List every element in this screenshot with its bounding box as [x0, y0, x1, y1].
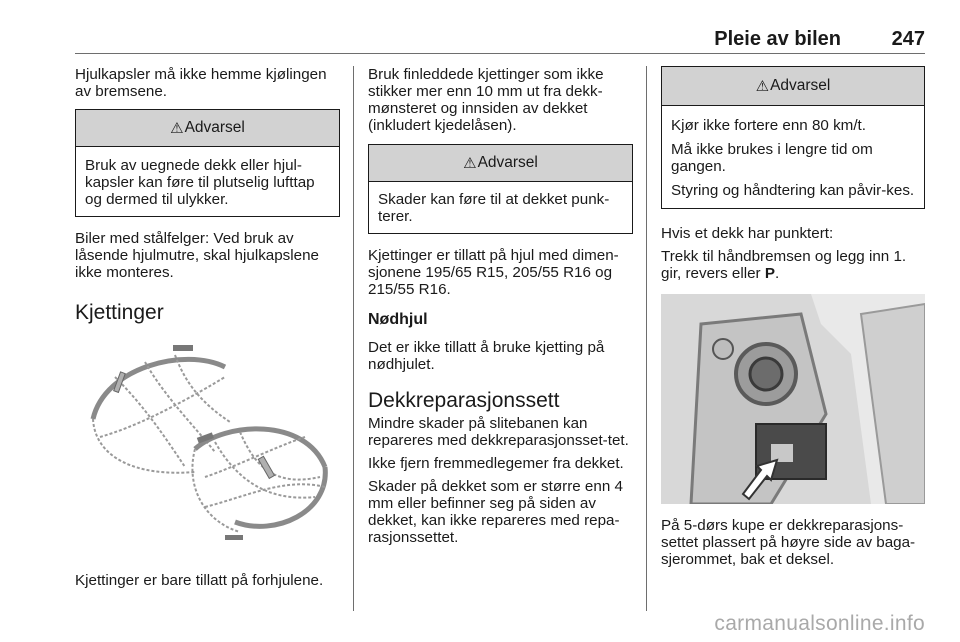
column-divider: [646, 66, 647, 611]
warning-triangle-icon: ⚠: [170, 120, 184, 137]
repair-kit-text: Ikke fjern fremmedlegemer fra dekket.: [368, 455, 624, 472]
warning-header: [76, 110, 339, 147]
section-title: Pleie av bilen: [714, 28, 841, 50]
repair-kit-heading: Dekkreparasjonssett: [368, 389, 560, 412]
repair-kit-location-photo: [661, 294, 925, 504]
chain-spec-note: Bruk finleddede kjettinger som ikke stikker mer enn 10 mm ut fra dekk-mønsteret og innsiden av dekket (inkludert kjedelåsen).: [368, 66, 604, 134]
watermark: carmanualsonline.info: [714, 612, 925, 635]
puncture-note: Hvis et dekk har punktert:: [661, 225, 834, 242]
snow-chains-illustration: [75, 337, 340, 552]
chains-caption: Kjettinger er bare tillatt på forhjulene.: [75, 572, 324, 589]
page-header: [75, 24, 925, 54]
warning-text: Styring og håndtering kan påvir-kes.: [671, 182, 915, 199]
spare-wheel-text: Det er ikke tillatt å bruke kjetting på nødhjulet.: [368, 339, 605, 373]
column-2: [368, 66, 633, 546]
column-3: [661, 66, 925, 568]
warning-triangle-icon: ⚠: [463, 155, 477, 172]
warning-title: Advarsel: [184, 119, 245, 136]
warning-header: [369, 145, 632, 182]
warning-text: Kjør ikke fortere enn 80 km/t.: [671, 117, 866, 134]
warning-box: [661, 66, 925, 209]
warning-title: Advarsel: [477, 154, 538, 171]
repair-kit-text: Mindre skader på slitebanen kan repareres med dekkreparasjonsset-tet.: [368, 415, 629, 449]
column-divider: [353, 66, 354, 611]
spare-wheel-heading: Nødhjul: [368, 311, 428, 328]
page-number: 247: [891, 28, 925, 50]
tyre-dimensions-note: Kjettinger er tillatt på hjul med dimen-sjonene 195/65 R15, 205/55 R16 og 215/55 R16.: [368, 247, 619, 298]
warning-text: Skader kan føre til at dekket punk-terer.: [378, 191, 610, 225]
column-1: [75, 66, 340, 589]
repair-kit-location-note: På 5-dørs kupe er dekkreparasjons-settet plassert på høyre side av baga-sjerommet, bak et deksel.: [661, 517, 916, 568]
chains-heading: Kjettinger: [75, 301, 164, 324]
warning-box: [75, 109, 340, 217]
warning-header: [662, 67, 924, 106]
steel-rim-note: Biler med stålfelger: Ved bruk av låsende hjulmutre, skal hjulkapslene ikke monteres.: [75, 230, 319, 281]
repair-kit-text: Skader på dekket som er større enn 4 mm eller befinner seg på siden av dekket, kan ikke repareres med repa-rasjonssettet.: [368, 478, 623, 546]
handbrake-instruction: Trekk til håndbremsen og legg inn 1. gir, revers eller P.: [661, 248, 907, 282]
warning-text: Må ikke brukes i lengre tid om gangen.: [671, 141, 873, 175]
warning-title: Advarsel: [770, 77, 831, 94]
hubcap-note: Hjulkapsler må ikke hemme kjølingen av bremsene.: [75, 66, 327, 100]
warning-text: Bruk av uegnede dekk eller hjul-kapsler kan føre til plutselig lufttap og dermed til ulykker.: [85, 157, 315, 208]
warning-box: [368, 144, 633, 234]
warning-triangle-icon: ⚠: [755, 78, 770, 95]
